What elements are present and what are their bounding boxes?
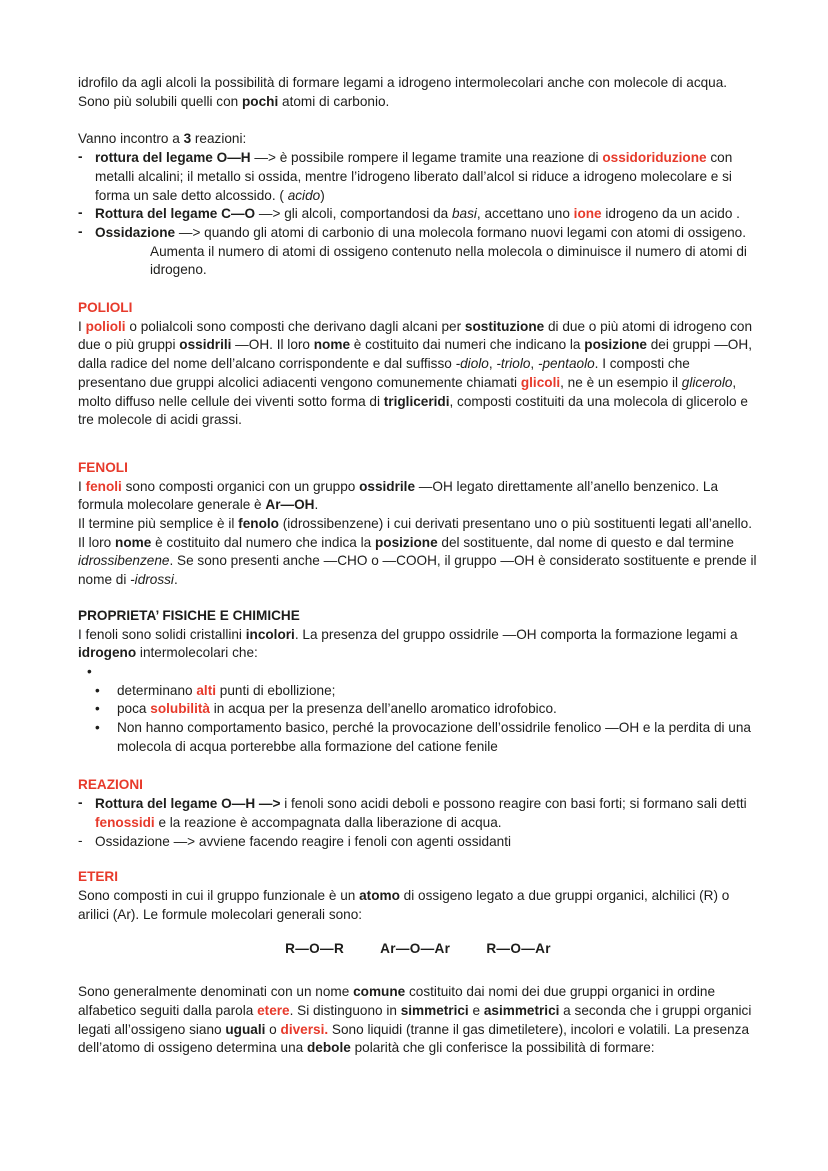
text-run: idrogeno da un acido . [601, 206, 740, 222]
text-run: Rottura del legame O—H —> [95, 796, 281, 812]
text-run: Vanno incontro a [78, 131, 184, 147]
text-run: simmetrici [400, 1002, 469, 1018]
list-item-rottura-oh [78, 149, 758, 205]
text-run: con metalli alcalini; il metallo si ossida, mentre l’idrogeno liberato dall’alcol si riduce a idrogeno molecolare e si forma un sale detto alcossido. ( [95, 150, 733, 203]
text-run: Ar—OH [265, 497, 315, 513]
text-run: del sostituente, dal nome di questo e dal termine [437, 534, 734, 550]
text-run: nome [313, 337, 351, 353]
text-run: ) [320, 187, 325, 203]
text-run: uguali [225, 1021, 266, 1037]
text-run: ione [573, 206, 602, 222]
text-run: intermolecolari che: [136, 645, 258, 661]
text-run: Ossidazione —> avviene facendo reagire i fenoli con agenti ossidanti [95, 833, 511, 849]
bullet-item-solubilita [78, 700, 758, 719]
proprieta-paragraph [78, 626, 758, 663]
list-item-ossidazione [78, 224, 758, 280]
text-run: Rottura del legame C—O [95, 206, 256, 222]
section-heading-reazioni: REAZIONI [78, 777, 143, 793]
text-run: comune [353, 984, 406, 1000]
text-run: sono composti organici con un gruppo [121, 478, 360, 494]
text-run: , molto diffuso nelle cellule dei viventi sotto forma di [78, 374, 737, 409]
text-run: —> quando gli atomi di carbonio di una molecola formano nuovi legami con atomi di ossigeno. Aumenta il numero di atomi di ossigeno contenuto nella molecola o diminuisce il numero di atomi di idrogeno. [150, 224, 747, 278]
text-run: Sono composti in cui il gruppo funzionale è un [78, 888, 360, 903]
text-run: atomo [359, 888, 400, 903]
text-run: a seconda che i gruppi organici legati all’ossigeno siano [78, 1002, 752, 1037]
text-run: -idrossi [130, 572, 174, 588]
text-run: . La presenza del gruppo ossidrile —OH comporta la formazione legami a [294, 626, 738, 642]
text-run: è costituito dal numero che indica la [151, 534, 375, 550]
text-run: diversi. [280, 1021, 329, 1037]
text-run: -pentaolo [537, 356, 595, 372]
text-run: atomi di carbonio. [278, 93, 390, 109]
text-run: costituito dai nomi dei due gruppi organici in ordine alfabetico seguiti dalla parola [78, 984, 716, 1018]
text-run: (idrossibenzene) i cui derivati presentano uno o più sostituenti legati all’anello. Il loro [78, 516, 752, 550]
text-run: Sono liquidi (tranne il gas dimetiletere), incolori e volatili. La presenza dell’atomo di ossigeno determina una [78, 1021, 750, 1056]
text-run: fenolo [238, 516, 279, 532]
text-run: rottura del legame O—H [95, 150, 251, 166]
text-run: o polialcoli sono composti che derivano dagli alcani per [125, 318, 465, 334]
text-run: debole [306, 1040, 351, 1056]
text-run: , composti costituiti da una molecola di glicerolo e tre molecole di acidi grassi. [78, 393, 748, 428]
text-run: trigliceridi [383, 393, 450, 409]
text-run: etere [257, 1002, 290, 1018]
reazioni-list [78, 795, 758, 851]
text-run: Non hanno comportamento basico, perché la provocazione dell’ossidrile fenolico —OH e la perdita di una molecola di acqua porterebbe alla formazione del catione fenile [117, 720, 751, 754]
text-run: fenossidi [95, 814, 155, 830]
section-heading-eteri: ETERI [78, 869, 119, 885]
text-run: —OH. Il loro [231, 337, 314, 353]
text-run: i fenoli sono acidi deboli e possono reagire con basi forti; si formano sali detti [280, 796, 747, 812]
eteri-paragraph-2 [78, 983, 758, 1058]
text-run: in acqua per la presenza dell’anello aromatico idrofobico. [209, 701, 557, 717]
fenoli-paragraph-2 [78, 515, 758, 590]
text-run: . Se sono presenti anche —CHO o —COOH, il gruppo —OH è considerato sostituente e prende il nome di [78, 553, 757, 588]
text-run: polioli [85, 318, 126, 334]
list-item-rottura-oh-fenoli [78, 795, 758, 832]
section-heading-polioli: POLIOLI [78, 300, 133, 316]
section-heading-proprieta: PROPRIETA’ FISICHE E CHIMICHE [78, 607, 300, 623]
bullet-item-empty [78, 663, 758, 682]
bullet-item-ebollizione [78, 682, 758, 701]
text-run: . I composti che presentano due gruppi alcolici adiacenti vengono comunemente chiamati [78, 356, 690, 390]
eteri-paragraph-1 [78, 887, 758, 924]
text-run: I fenoli sono solidi cristallini [78, 626, 246, 642]
text-run: glicerolo [681, 374, 733, 390]
text-run: alti [196, 682, 216, 698]
text-run: dei gruppi —OH, dalla radice del nome dell’alcano corrispondente e dal suffisso [78, 337, 752, 372]
text-run: glicoli [520, 374, 561, 390]
text-run: incolori [245, 626, 295, 642]
text-run: Sono generalmente denominati con un nome [78, 984, 354, 1000]
text-run: reazioni: [191, 131, 247, 147]
text-run: Ossidazione [95, 224, 176, 240]
text-run: . [314, 497, 319, 513]
text-run: ossidrili [179, 337, 232, 353]
list-item-rottura-co [78, 205, 758, 224]
text-run: solubilità [150, 701, 210, 717]
text-run: I [78, 318, 86, 334]
text-run: Il termine più semplice è il [78, 516, 239, 532]
alcohol-reactions-list [78, 149, 758, 280]
text-run: —OH legato direttamente all’anello benzenico. La formula molecolare generale è [78, 478, 719, 513]
text-run: pochi [242, 93, 279, 109]
section-heading-fenoli: FENOLI [78, 459, 128, 475]
intro-paragraph [78, 74, 758, 111]
text-run: , [530, 356, 538, 372]
text-run: basi [451, 206, 477, 222]
text-run: idrofilo da agli alcoli la possibilità di formare legami a idrogeno intermolecolari anche con molecole di acqua. Sono più solubili quelli con [78, 75, 728, 109]
document-content [78, 74, 758, 1058]
text-run: di due o più atomi di idrogeno con due o più gruppi [78, 318, 753, 353]
text-run: 3 [183, 131, 192, 147]
text-run: idrossibenzene [78, 553, 170, 569]
text-run: sostituzione [464, 318, 545, 334]
text-run: polarità che gli conferisce la possibilità di formare: [350, 1040, 655, 1056]
text-run: -diolo [455, 356, 489, 372]
fenoli-paragraph-1 [78, 478, 758, 515]
text-run: —> è possibile rompere il legame tramite una reazione di [250, 150, 603, 166]
text-run: poca [117, 701, 151, 717]
text-run: posizione [374, 534, 438, 550]
text-run: acido [287, 187, 321, 203]
reactions-intro [78, 130, 758, 149]
text-run: posizione [584, 337, 647, 353]
list-item-ossidazione-fenoli [78, 833, 758, 852]
text-run: ossidrile [359, 478, 416, 494]
text-run: —> gli alcoli, comportandosi da [255, 206, 452, 222]
text-run: punti di ebollizione; [216, 682, 336, 698]
formula-ror: R—O—R [285, 941, 345, 957]
text-run: . Si distinguono in [289, 1002, 401, 1018]
text-run: I [78, 478, 86, 494]
text-run: , ne è un esempio il [560, 374, 682, 390]
text-run: nome [115, 534, 152, 550]
text-run: idrogeno [78, 645, 137, 661]
formula-aroar: Ar—O—Ar [380, 941, 451, 957]
text-run: o [265, 1021, 281, 1037]
text-run: e [468, 1002, 484, 1018]
text-run: ossidoriduzione [602, 150, 707, 166]
polioli-paragraph [78, 318, 758, 430]
formula-roar: R—O—Ar [486, 941, 551, 957]
text-run: fenoli [85, 478, 122, 494]
text-run: asimmetrici [483, 1002, 560, 1018]
text-run: , [488, 356, 497, 372]
bullet-item-comportamento [78, 719, 758, 756]
text-run: di ossigeno legato a due gruppi organici, alchilici (R) o arilici (Ar). Le formule molecolari generali sono: [78, 888, 730, 922]
text-run: è costituito dai numeri che indicano la [350, 337, 585, 353]
text-run: , accettano uno [476, 206, 574, 222]
text-run: determinano [117, 682, 197, 698]
text-run: e la reazione è accompagnata dalla liberazione di acqua. [154, 814, 502, 830]
text-run: -triolo [496, 356, 531, 372]
ether-formulas [78, 940, 758, 959]
text-run: . [173, 572, 178, 588]
proprieta-bullet-list [78, 663, 758, 757]
